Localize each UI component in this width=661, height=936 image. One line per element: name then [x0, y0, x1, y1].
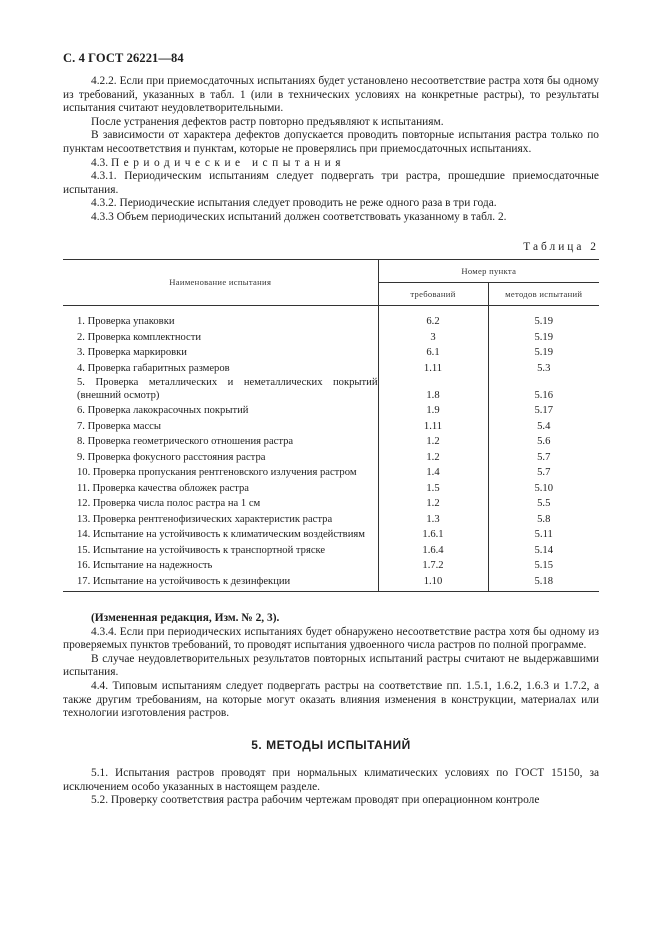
cell-requirement-number: 1.2 [378, 495, 488, 511]
cell-requirement-number: 6.2 [378, 306, 488, 329]
paragraph-4-3-2: 4.3.2. Периодические испытания следует проводить не реже одного раза в три года. [91, 197, 497, 210]
header-test-name: Наименование испытания [63, 260, 378, 306]
table-body [63, 306, 599, 592]
subsection-4-3-title [63, 157, 599, 171]
cell-test-name: 8. Проверка геометрического отношения растра [77, 436, 294, 448]
table-row [63, 433, 599, 449]
header-test-methods: методов испытаний [488, 283, 599, 306]
table-row [63, 557, 599, 573]
cell-method-number: 5.5 [488, 495, 599, 511]
table-row [63, 344, 599, 360]
table-row [63, 495, 599, 511]
cell-test-name: 6. Проверка лакокрасочных покрытий [77, 405, 249, 417]
cell-method-number: 5.19 [488, 344, 599, 360]
paragraph-4-2-2: 4.2.2. Если при приемосдаточных испытаниях будет установлено несоответствие растра хотя бы одному из требований, указанных в табл. 1 (или в технических условиях на конкретные растры), то результаты испытания считают неудовлетворительными. [63, 75, 599, 115]
section-5-heading: 5. МЕТОДЫ ИСПЫТАНИЙ [251, 738, 411, 752]
table-row [63, 375, 599, 402]
paragraph-4-4: 4.4. Типовым испытаниям следует подвергать растры на соответствие пп. 1.5.1, 1.6.2, 1.6.3 и 1.7.2, а также другим требованиям, на которые могут оказать влияния изменения в конструкции, материалах или технологии изготовления растров. [63, 679, 599, 720]
table-row [63, 306, 599, 329]
table-row [63, 511, 599, 527]
section-4-top [63, 75, 599, 225]
cell-method-number: 5.11 [488, 526, 599, 542]
cell-requirement-number: 1.6.1 [378, 526, 488, 542]
table-row [63, 418, 599, 434]
cell-test-name: 5. Проверка металлических и неметаллических покрытий (внешний осмотр) [77, 377, 378, 401]
cell-method-number: 5.4 [488, 418, 599, 434]
table-row [63, 542, 599, 558]
table-row [63, 449, 599, 465]
cell-method-number: 5.14 [488, 542, 599, 558]
table-caption: Таблица 2 [523, 241, 599, 253]
subsection-number: 4.3. [91, 156, 109, 169]
cell-test-name: 1. Проверка упаковки [77, 316, 175, 328]
table-row [63, 329, 599, 345]
cell-requirement-number: 1.8 [378, 375, 488, 402]
header-item-number: Номер пункта [378, 260, 599, 283]
cell-test-name: 17. Испытание на устойчивость к дезинфекции [63, 573, 378, 592]
cell-method-number: 5.18 [488, 573, 599, 592]
section-4-bottom [63, 612, 599, 721]
subsection-title: Периодические испытания [110, 156, 345, 169]
cell-method-number: 5.15 [488, 557, 599, 573]
cell-test-name: 15. Испытание на устойчивость к транспортной тряске [77, 544, 326, 556]
cell-test-name: 10. Проверка пропускания рентгеновского излучения растром [77, 467, 357, 479]
section-5 [63, 767, 599, 808]
cell-requirement-number: 1.6.4 [378, 542, 488, 558]
cell-test-name: 3. Проверка маркировки [77, 347, 187, 359]
table-row [63, 526, 599, 542]
cell-test-name: 7. Проверка массы [77, 420, 161, 432]
table-row [63, 573, 599, 592]
cell-test-name: 16. Испытание на надежность [77, 560, 213, 572]
paragraph-unsatisfactory: В случае неудовлетворительных результатов повторных испытаний растры считают не выдержавшими испытания. [63, 652, 599, 679]
cell-requirement-number: 1.5 [378, 480, 488, 496]
cell-test-name: 4. Проверка габаритных размеров [77, 362, 230, 374]
cell-method-number: 5.19 [488, 306, 599, 329]
cell-method-number: 5.7 [488, 449, 599, 465]
paragraph-4-3-1: 4.3.1. Периодическим испытаниям следует подвергать три растра, прошедшие приемосдаточные испытания. [63, 170, 599, 196]
cell-requirement-number: 1.7.2 [378, 557, 488, 573]
cell-test-name: 14. Испытание на устойчивость к климатическим воздействиям [77, 529, 365, 541]
table-row [63, 480, 599, 496]
cell-test-name: 9. Проверка фокусного расстояния растра [77, 451, 266, 463]
cell-method-number: 5.6 [488, 433, 599, 449]
cell-method-number: 5.3 [488, 360, 599, 376]
running-head: С. 4 ГОСТ 26221—84 [63, 51, 184, 65]
cell-test-name: 13. Проверка рентгенофизических характеристик растра [77, 513, 333, 525]
table-row [63, 360, 599, 376]
paragraph-4-3-3: 4.3.3 Объем периодических испытаний должен соответствовать указанному в табл. 2. [91, 210, 507, 223]
paragraph-after-fix: После устранения дефектов растр повторно предъявляют к испытаниям. [91, 115, 444, 128]
cell-method-number: 5.17 [488, 402, 599, 418]
table-2 [63, 259, 599, 592]
cell-requirement-number: 1.11 [378, 360, 488, 376]
table-row [63, 464, 599, 480]
cell-method-number: 5.10 [488, 480, 599, 496]
cell-requirement-number: 3 [378, 329, 488, 345]
cell-requirement-number: 1.4 [378, 464, 488, 480]
cell-requirement-number: 6.1 [378, 344, 488, 360]
cell-test-name: 2. Проверка комплектности [77, 331, 202, 343]
cell-method-number: 5.16 [488, 375, 599, 402]
revision-note: (Измененная редакция, Изм. № 2, 3). [91, 612, 280, 624]
cell-test-name: 11. Проверка качества обложек растра [77, 482, 249, 494]
cell-method-number: 5.7 [488, 464, 599, 480]
cell-requirement-number: 1.9 [378, 402, 488, 418]
cell-method-number: 5.8 [488, 511, 599, 527]
cell-requirement-number: 1.3 [378, 511, 488, 527]
cell-test-name: 12. Проверка числа полос растра на 1 см [77, 498, 261, 510]
paragraph-repeat-tests: В зависимости от характера дефектов допускается проводить повторные испытания растра только по пунктам несоответствия и пунктам, которые не проверялись при приемосдаточных испытаниях. [63, 129, 599, 155]
paragraph-5-1: 5.1. Испытания растров проводят при нормальных климатических условиях по ГОСТ 15150, за исключением особо указанных в настоящем разделе. [63, 767, 599, 793]
paragraph-4-3-4: 4.3.4. Если при периодических испытаниях будет обнаружено несоответствие растра хотя бы одному из проверяемых пунктов требований, то проводят испытания удвоенного числа растров по полной программе. [63, 625, 599, 652]
cell-method-number: 5.19 [488, 329, 599, 345]
header-requirements: требований [378, 283, 488, 306]
cell-requirement-number: 1.10 [378, 573, 488, 592]
cell-requirement-number: 1.2 [378, 449, 488, 465]
paragraph-5-2: 5.2. Проверку соответствия растра рабочим чертежам проводят при операционном контроле [91, 794, 540, 807]
table-row [63, 402, 599, 418]
cell-requirement-number: 1.11 [378, 418, 488, 434]
cell-requirement-number: 1.2 [378, 433, 488, 449]
